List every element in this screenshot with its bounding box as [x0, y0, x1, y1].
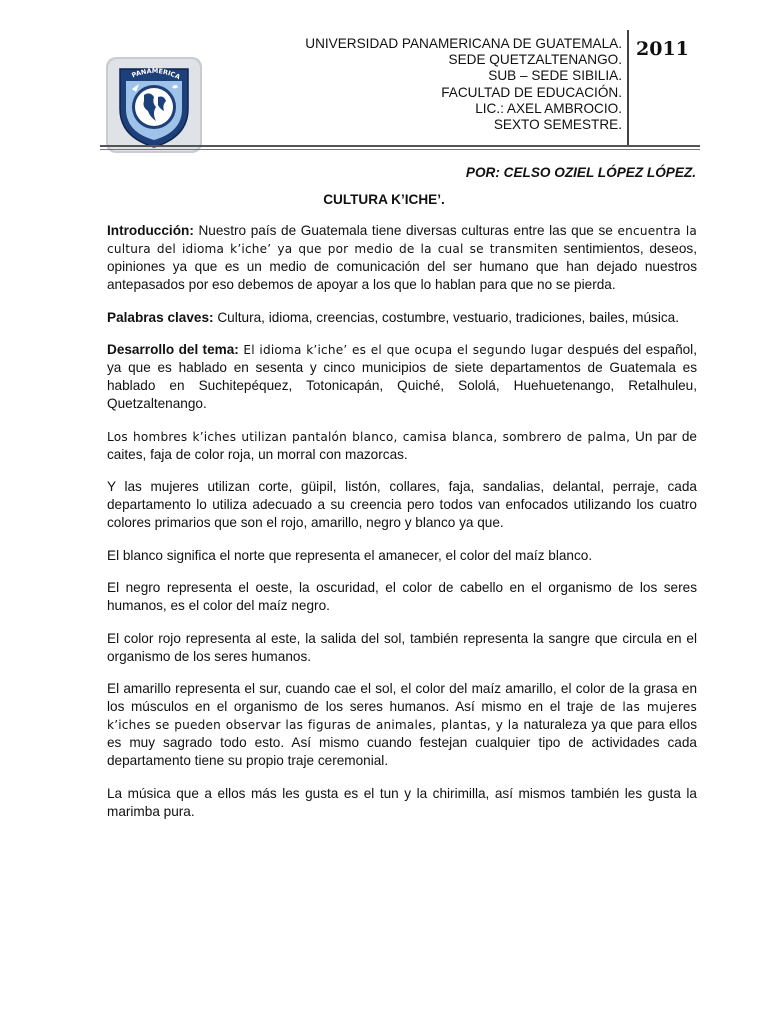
- institution-line: LIC.: AXEL AMBROCIO.: [475, 100, 622, 116]
- university-seal-icon: [106, 57, 202, 153]
- header-rule: [100, 149, 700, 150]
- paragraph-lead: Palabras claves:: [107, 309, 214, 325]
- header-rule: [100, 145, 700, 147]
- paragraph-text: Nuestro país de Guatemala tiene diversas culturas entre las que se: [193, 223, 618, 238]
- paragraph-black-color: El negro representa el oeste, la oscuridad, el color de cabello en el organismo de los seres humanos, es el color del maíz negro.: [107, 580, 697, 613]
- paragraph-lead: Desarrollo del tema:: [107, 342, 239, 357]
- header-year: 2011: [636, 38, 689, 60]
- paragraph-keywords: [107, 309, 697, 327]
- paragraph-white-color: El blanco significa el norte que representa el amanecer, el color del maíz blanco.: [107, 547, 593, 563]
- paragraph-text: Un par de caites, faja de color roja, un morral con mazorcas.: [107, 428, 697, 462]
- paragraph-text: Cultura, idioma, creencias, costumbre, vestuario, tradiciones, bailes, música.: [213, 309, 679, 325]
- document-body: [107, 222, 697, 835]
- institution-block: [200, 36, 622, 133]
- paragraph-women-clothing: Y las mujeres utilizan corte, güipil, listón, collares, faja, sandalias, delantal, perraje, cada departamento lo utiliza adecuado a su creencia pero todos van enfocados utilizando los cuatro colores primarios que son el rojo, amarillo, negro y blanco ya que.: [107, 479, 697, 530]
- paragraph-text: El idioma k’iche’ es el que ocupa el segundo lugar des: [238, 343, 590, 357]
- paragraph-introduction: [107, 222, 697, 294]
- paragraph-music: La música que a ellos más les gusta es el tun y la chirimilla, así mismos también les gusta la marimba pura.: [107, 785, 697, 819]
- author-line: POR: CELSO OZIEL LÓPEZ LÓPEZ.: [465, 165, 696, 180]
- paragraph-text: Los hombres k’iches utilizan pantalón blanco, camisa blanca, sombrero de palma,: [107, 429, 631, 444]
- paragraph-text: encuentra la cultura del idioma k’iche’ ya que por medio de la cual se transmiten: [107, 224, 697, 256]
- institution-line: FACULTAD DE EDUCACIÓN.: [441, 84, 622, 100]
- header-vertical-divider: [627, 30, 629, 146]
- paragraph-text: naturaleza ya que para ellos es muy sagrado todo esto. Así mismo cuando festejan cualquier tipo de actividades cada departamento tiene su propio traje ceremonial.: [107, 717, 697, 768]
- paragraph-lead: Introducción:: [107, 223, 194, 238]
- paragraph-yellow-color: [107, 680, 697, 770]
- paragraph-development: [107, 341, 697, 413]
- document-title: CULTURA K’ICHE’.: [323, 192, 445, 207]
- paragraph-red-color: El color rojo representa al este, la salida del sol, también representa la sangre que circula en el organismo de los seres humanos.: [107, 630, 697, 664]
- institution-line: SEDE QUETZALTENANGO.: [448, 52, 622, 68]
- paragraph-men-clothing: [107, 428, 697, 464]
- paragraph-text: sentimientos, deseos, opiniones ya que es un medio de comunicación del ser humano que han dejado nuestros antepasados por eso debemos de apoyar a los que lo hablan para que no se pierda.: [107, 241, 697, 292]
- institution-line: SEXTO SEMESTRE.: [493, 117, 622, 133]
- paragraph-text: de las mujeres k’iches se pueden observar las figuras de animales, plantas, y la: [107, 700, 698, 732]
- university-seal-logo: [106, 57, 202, 153]
- institution-line: UNIVERSIDAD PANAMERICANA DE GUATEMALA.: [305, 36, 622, 51]
- paragraph-text: El amarillo representa el sur, cuando cae el sol, el color del maíz amarillo, el color de la grasa en los músculos en el organismo de los seres humanos. Así mismo en el traje: [107, 681, 697, 714]
- institution-line: SUB – SEDE SIBILIA.: [488, 68, 622, 84]
- seal-top-text: PANAMERICA: [130, 66, 182, 82]
- paragraph-text: pués del español, ya que es hablado en sesenta y cinco municipios de siete departamentos de Guatemala es hablado en Suchitepéquez, Totonicapán, Quiché, Sololá, Huehuetenango, Retalhuleu, Quetzaltenango.: [107, 342, 697, 411]
